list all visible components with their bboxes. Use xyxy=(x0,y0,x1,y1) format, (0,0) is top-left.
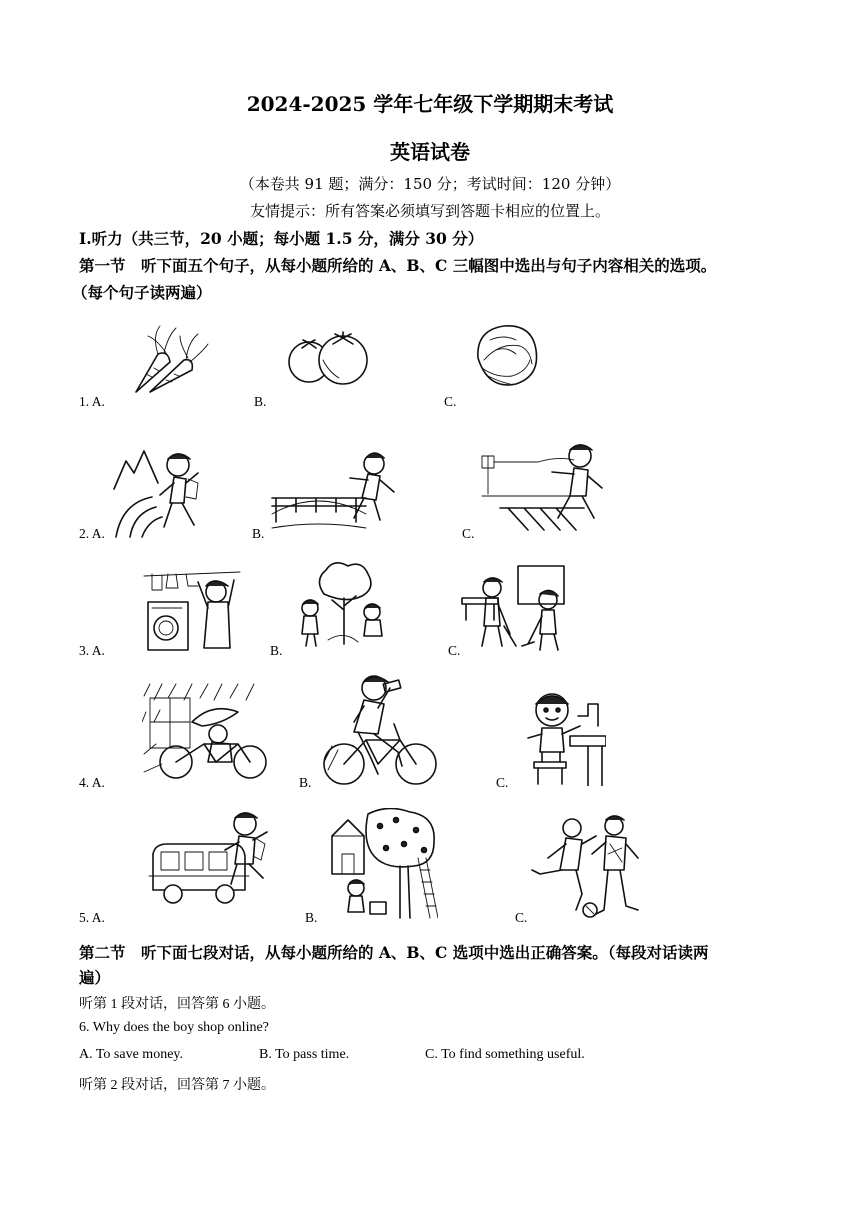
q4-label-c: C. xyxy=(496,775,509,790)
q3-label-a: 3. A. xyxy=(79,643,105,658)
q5-label-a: 5. A. xyxy=(79,910,105,925)
q3-label-c: C. xyxy=(448,643,461,658)
man-riding-bike-icon xyxy=(318,672,438,786)
q1-label-b: B. xyxy=(254,394,267,409)
section2-instruction-line2: 遍） xyxy=(79,968,111,987)
rainy-bike-icon xyxy=(142,682,270,782)
carrots-icon xyxy=(128,322,212,398)
exam-tip: 友情提示：所有答案必须填写到答题卡相应的位置上。 xyxy=(249,202,610,220)
section1-instruction-line1: 第一节 听下面五个句子，从每小题所给的 A、B、C 三幅图中选出与句子内容相关的选项。 xyxy=(79,256,717,275)
q6-question: 6. Why does the boy shop online? xyxy=(79,1020,269,1035)
section2-instruction-line1: 第二节 听下面七段对话，从每小题所给的 A、B、C 选项中选出正确答案。（每段对话读两 xyxy=(79,943,709,962)
boy-running-to-bus-icon xyxy=(145,810,273,906)
q2-label-b: B. xyxy=(252,526,265,541)
q6-option-b: B. To pass time. xyxy=(259,1047,350,1062)
q6-option-c: C. To find something useful. xyxy=(425,1047,585,1062)
washing-clothes-icon xyxy=(142,568,242,654)
dialog1-hint: 听第 1 段对话，回答第 6 小题。 xyxy=(79,997,275,1012)
tomatoes-icon xyxy=(283,330,375,386)
cabbage-icon xyxy=(470,320,542,392)
exam-title: 2024-2025 学年七年级下学期期末考试 xyxy=(246,92,614,116)
q5-label-c: C. xyxy=(515,910,528,925)
q4-label-b: B. xyxy=(299,775,312,790)
q2-label-c: C. xyxy=(462,526,475,541)
boy-washing-hands-icon xyxy=(522,686,606,786)
boy-walking-mountain-road-icon xyxy=(112,443,208,539)
playing-football-icon xyxy=(526,814,652,920)
q1-label-c: C. xyxy=(444,394,457,409)
sweeping-classroom-icon xyxy=(460,564,572,652)
boy-at-crosswalk-icon xyxy=(478,438,610,532)
dialog2-hint: 听第 2 段对话，回答第 7 小题。 xyxy=(79,1078,275,1093)
boy-crossing-bridge-icon xyxy=(270,448,400,532)
part1-heading: Ⅰ.听力（共三节，20 小题；每小题 1.5 分，满分 30 分） xyxy=(79,229,484,248)
q3-label-b: B. xyxy=(270,643,283,658)
q1-label-a: 1. A. xyxy=(79,394,105,409)
q2-label-a: 2. A. xyxy=(79,526,105,541)
exam-subtitle: 英语试卷 xyxy=(390,140,470,164)
planting-trees-icon xyxy=(296,560,392,648)
q6-option-a: A. To save money. xyxy=(79,1047,184,1062)
q5-label-b: B. xyxy=(305,910,318,925)
kids-picking-apples-icon xyxy=(330,808,438,920)
q4-label-a: 4. A. xyxy=(79,775,105,790)
section1-instruction-line2: （每个句子读两遍） xyxy=(72,283,212,302)
exam-info: （本卷共 91 题；满分：150 分；考试时间：120 分钟） xyxy=(239,175,621,193)
